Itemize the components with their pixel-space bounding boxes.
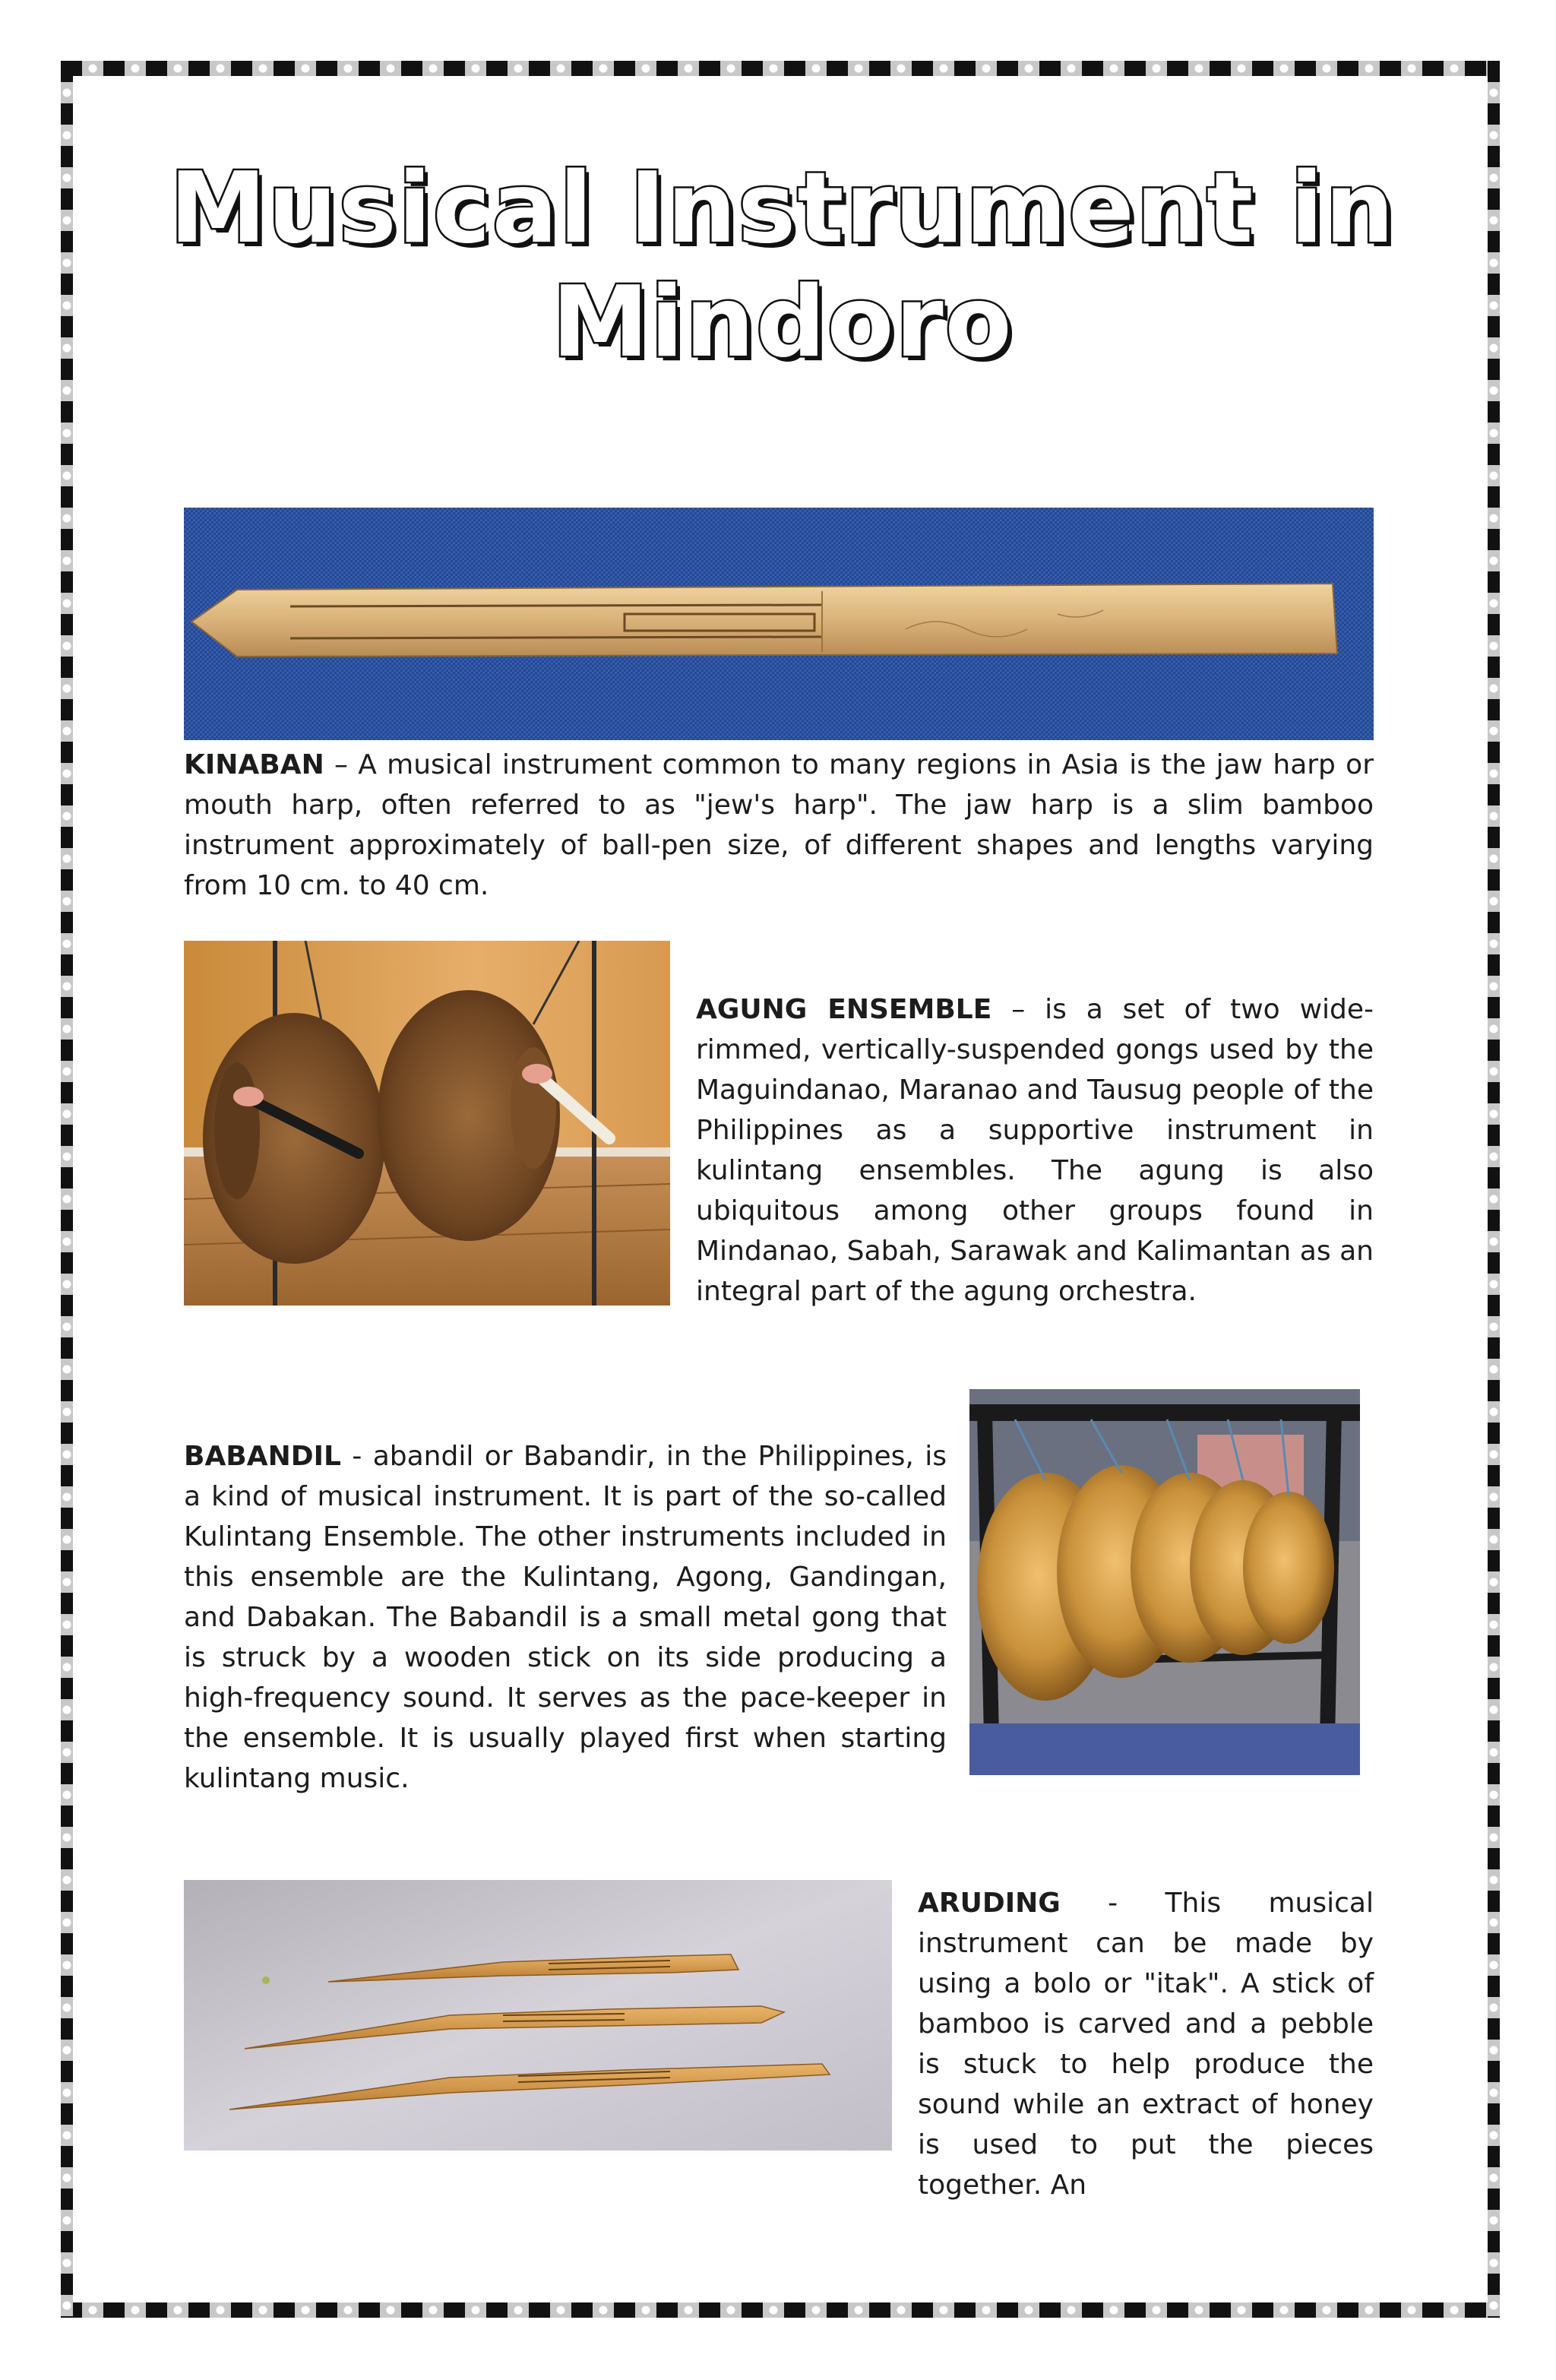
kinaban-body: A musical instrument common to many regions in Asia is the jaw harp or mouth harp, often referred to as "jew's harp". The jaw harp is a slim bamboo instrument approximately of ball-pen size, of different shapes and lengths varying from 10 cm. to 40 cm. xyxy=(184,749,1374,901)
babandil-heading: BABANDIL xyxy=(184,1441,341,1472)
agung-separator: – xyxy=(991,994,1045,1025)
babandil-photo xyxy=(969,1389,1360,1775)
kinaban-heading: KINABAN xyxy=(184,749,324,780)
agung-body: is a set of two wide-rimmed, vertically-suspended gongs used by the Maguindanao, Maranao and Tausug people of the Philippines as a supportive instrument in kulintang ensembles. The agung is also ubiquitous among other groups found in Mindanao, Sabah, Sarawak and Kalimantan as an integral part of the agung orchestra. xyxy=(696,994,1374,1307)
babandil-description xyxy=(184,1436,947,1799)
aruding-body: This musical instrument can be made by using a bolo or "itak". A stick of bamboo is carved and a pebble is stuck to help produce the sound while an extract of honey is used to put the pieces together. An xyxy=(918,1888,1374,2201)
border-top xyxy=(61,61,1500,76)
border-right xyxy=(1488,61,1500,2318)
kinaban-photo xyxy=(184,508,1374,740)
aruding-heading: ARUDING xyxy=(918,1888,1061,1919)
agung-heading: AGUNG ENSEMBLE xyxy=(696,994,992,1025)
title-line-2: Mindoro xyxy=(552,266,1014,379)
babandil-body: abandil or Babandir, in the Philippines, is a kind of musical instrument. It is part of the so-called Kulintang Ensemble. The other instruments included in this ensemble are the Kulintang, Agong, Gandingan, and Dabakan. The Babandil is a small metal gong that is struck by a wooden stick on its side producing a high-frequency sound. It serves as the pace-keeper in the ensemble. It is usually played first when starting kulintang music. xyxy=(184,1441,947,1794)
aruding-description xyxy=(918,1883,1374,2205)
aruding-separator: - xyxy=(1060,1888,1165,1919)
agung-photo xyxy=(184,941,670,1306)
title-line-1: Musical Instrument in xyxy=(169,152,1396,265)
agung-description xyxy=(696,989,1374,1312)
border-left xyxy=(61,61,73,2318)
page-title xyxy=(137,152,1428,380)
aruding-photo xyxy=(184,1880,892,2151)
kinaban-description xyxy=(184,745,1374,906)
babandil-separator: - xyxy=(340,1441,373,1472)
kinaban-separator: – xyxy=(324,749,359,780)
border-bottom xyxy=(61,2302,1500,2318)
